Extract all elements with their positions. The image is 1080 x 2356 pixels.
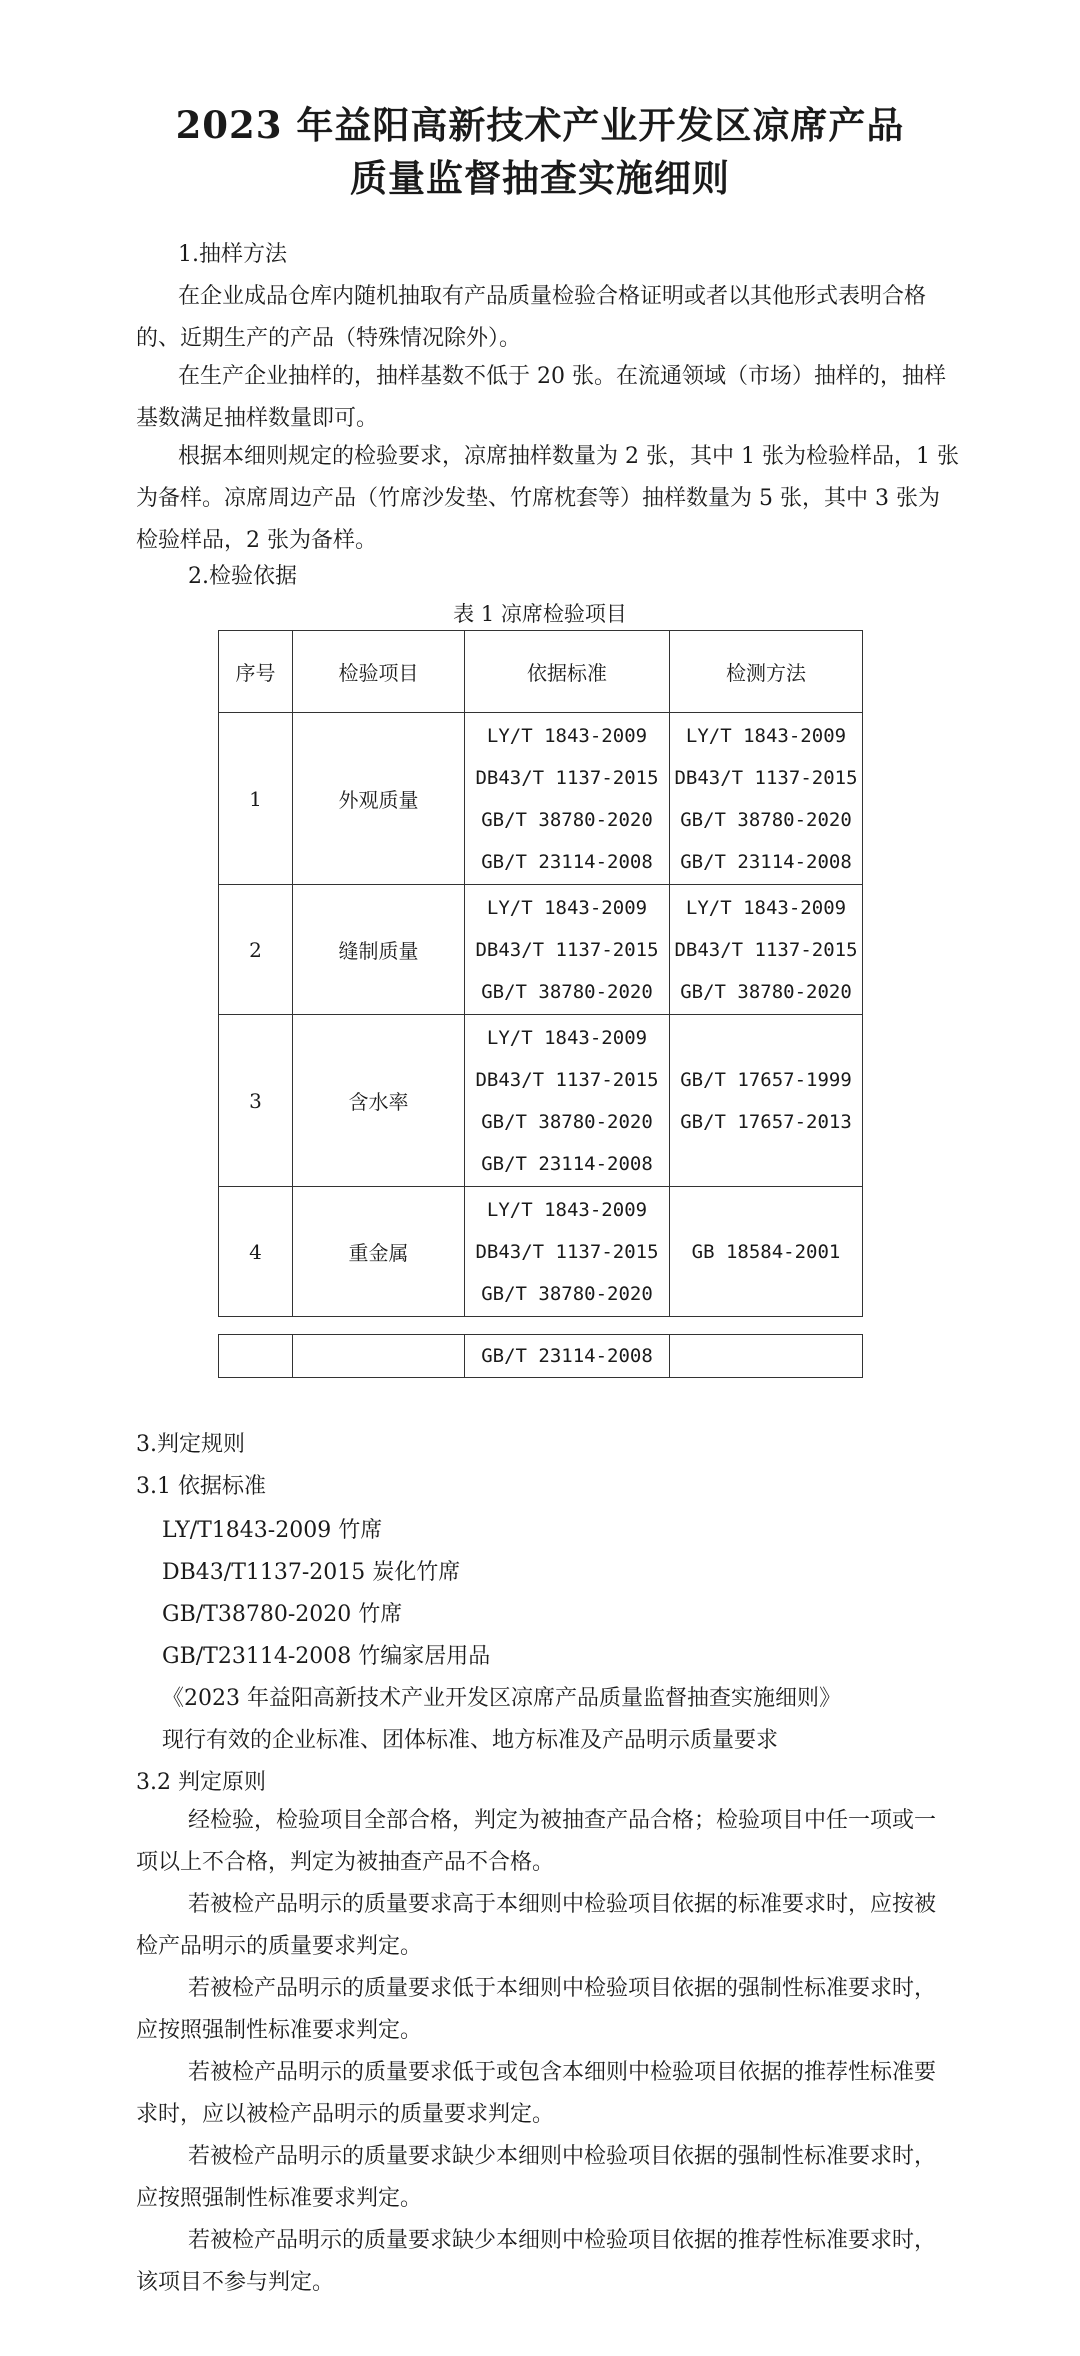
row-method	[670, 1187, 863, 1317]
standard-code: DB43/T 1137-2015	[674, 938, 858, 961]
row-basis	[465, 1015, 670, 1187]
standard-code: LY/T 1843-2009	[685, 724, 847, 747]
header-item: 检验项目	[293, 631, 465, 713]
paragraph-line: 的、近期生产的产品（特殊情况除外）。	[136, 326, 522, 351]
row-method	[670, 1335, 863, 1378]
row-basis	[465, 1187, 670, 1317]
standard-code: LY/T 1843-2009	[486, 1198, 648, 1221]
document-title-line1: 2023 年益阳高新技术产业开发区凉席产品	[175, 103, 905, 147]
standard-code: GB/T 38780-2020	[481, 1282, 653, 1305]
row-item: 含水率	[293, 1015, 465, 1187]
paragraph-line: 经检验，检验项目全部合格，判定为被抽查产品合格；检验项目中任一项或一	[188, 1808, 937, 1833]
table-row	[219, 713, 863, 885]
standard-code: DB43/T 1137-2015	[475, 938, 659, 961]
table-row	[219, 1187, 863, 1317]
standard-code: LY/T 1843-2009	[685, 896, 847, 919]
paragraph-line: 若被检产品明示的质量要求缺少本细则中检验项目依据的强制性标准要求时，	[188, 2144, 937, 2169]
row-no: 2	[219, 885, 293, 1015]
paragraph-line: 求时，应以被检产品明示的质量要求判定。	[136, 2102, 555, 2127]
paragraph-line: 检产品明示的质量要求判定。	[136, 1934, 423, 1959]
standard-reference: 《2023 年益阳高新技术产业开发区凉席产品质量监督抽查实施细则》	[162, 1686, 841, 1711]
standard-code: GB/T 17657-1999	[680, 1068, 852, 1091]
header-basis: 依据标准	[465, 631, 670, 713]
paragraph-line: 项以上不合格，判定为被抽查产品不合格。	[136, 1850, 555, 1875]
standard-code: LY/T 1843-2009	[486, 1026, 648, 1049]
row-basis	[465, 1335, 670, 1378]
paragraph-line: 应按照强制性标准要求判定。	[136, 2186, 423, 2211]
paragraph-line: 在生产企业抽样的，抽样基数不低于 20 张。在流通领域（市场）抽样的，抽样	[178, 364, 946, 389]
paragraph-line: 该项目不参与判定。	[136, 2270, 335, 2295]
standard-reference: GB/T23114-2008 竹编家居用品	[162, 1644, 491, 1669]
standard-code: GB/T 38780-2020	[481, 808, 653, 831]
standard-code: GB/T 23114-2008	[481, 850, 653, 873]
section-1-heading: 1.抽样方法	[178, 242, 287, 267]
row-basis	[465, 885, 670, 1015]
standard-reference: LY/T1843-2009 竹席	[162, 1518, 383, 1543]
standard-code: GB 18584-2001	[691, 1240, 841, 1263]
inspection-table	[218, 630, 863, 1317]
row-item: 重金属	[293, 1187, 465, 1317]
standard-code: GB/T 38780-2020	[680, 808, 852, 831]
standard-code: DB43/T 1137-2015	[475, 1068, 659, 1091]
section-2-heading: 2.检验依据	[188, 564, 297, 589]
inspection-table-continuation	[218, 1334, 863, 1378]
row-no	[219, 1335, 293, 1378]
document-title-line2: 质量监督抽查实施细则	[350, 156, 730, 200]
table-row	[219, 1335, 863, 1378]
standard-code: GB/T 38780-2020	[680, 980, 852, 1003]
row-no: 3	[219, 1015, 293, 1187]
table-row	[219, 1015, 863, 1187]
row-method	[670, 1015, 863, 1187]
row-no: 1	[219, 713, 293, 885]
standard-code: GB/T 38780-2020	[481, 980, 653, 1003]
row-item: 缝制质量	[293, 885, 465, 1015]
standard-reference: GB/T38780-2020 竹席	[162, 1602, 403, 1627]
standard-reference: DB43/T1137-2015 炭化竹席	[162, 1560, 461, 1585]
row-method	[670, 713, 863, 885]
standard-code: LY/T 1843-2009	[486, 896, 648, 919]
table-caption: 表 1 凉席检验项目	[453, 602, 627, 626]
paragraph-line: 根据本细则规定的检验要求，凉席抽样数量为 2 张，其中 1 张为检验样品，1 张	[178, 444, 959, 469]
row-method	[670, 885, 863, 1015]
subsection-3-2-heading: 3.2 判定原则	[136, 1770, 266, 1795]
row-item: 外观质量	[293, 713, 465, 885]
paragraph-line: 应按照强制性标准要求判定。	[136, 2018, 423, 2043]
standard-reference: 现行有效的企业标准、团体标准、地方标准及产品明示质量要求	[162, 1728, 779, 1753]
subsection-3-1-heading: 3.1 依据标准	[136, 1474, 266, 1499]
standard-code: GB/T 23114-2008	[680, 850, 852, 873]
row-basis	[465, 713, 670, 885]
table-row	[219, 885, 863, 1015]
header-no: 序号	[219, 631, 293, 713]
paragraph-line: 基数满足抽样数量即可。	[136, 406, 379, 431]
paragraph-line: 若被检产品明示的质量要求低于或包含本细则中检验项目依据的推荐性标准要	[188, 2060, 937, 2085]
standard-code: LY/T 1843-2009	[486, 724, 648, 747]
row-item	[293, 1335, 465, 1378]
paragraph-line: 若被检产品明示的质量要求低于本细则中检验项目依据的强制性标准要求时，	[188, 1976, 937, 2001]
standard-code: GB/T 17657-2013	[680, 1110, 852, 1133]
section-3-heading: 3.判定规则	[136, 1432, 245, 1457]
standard-code: DB43/T 1137-2015	[475, 1240, 659, 1263]
header-method: 检测方法	[670, 631, 863, 713]
row-no: 4	[219, 1187, 293, 1317]
standard-code: GB/T 38780-2020	[481, 1110, 653, 1133]
paragraph-line: 若被检产品明示的质量要求缺少本细则中检验项目依据的推荐性标准要求时，	[188, 2228, 937, 2253]
paragraph-line: 若被检产品明示的质量要求高于本细则中检验项目依据的标准要求时，应按被	[188, 1892, 937, 1917]
paragraph-line: 检验样品，2 张为备样。	[136, 528, 377, 553]
standard-code: GB/T 23114-2008	[481, 1345, 653, 1367]
standard-code: DB43/T 1137-2015	[674, 766, 858, 789]
paragraph-line: 为备样。凉席周边产品（竹席沙发垫、竹席枕套等）抽样数量为 5 张，其中 3 张为	[136, 486, 940, 511]
standard-code: DB43/T 1137-2015	[475, 766, 659, 789]
paragraph-line: 在企业成品仓库内随机抽取有产品质量检验合格证明或者以其他形式表明合格	[178, 284, 927, 309]
table-header-row	[219, 631, 863, 713]
standard-code: GB/T 23114-2008	[481, 1152, 653, 1175]
